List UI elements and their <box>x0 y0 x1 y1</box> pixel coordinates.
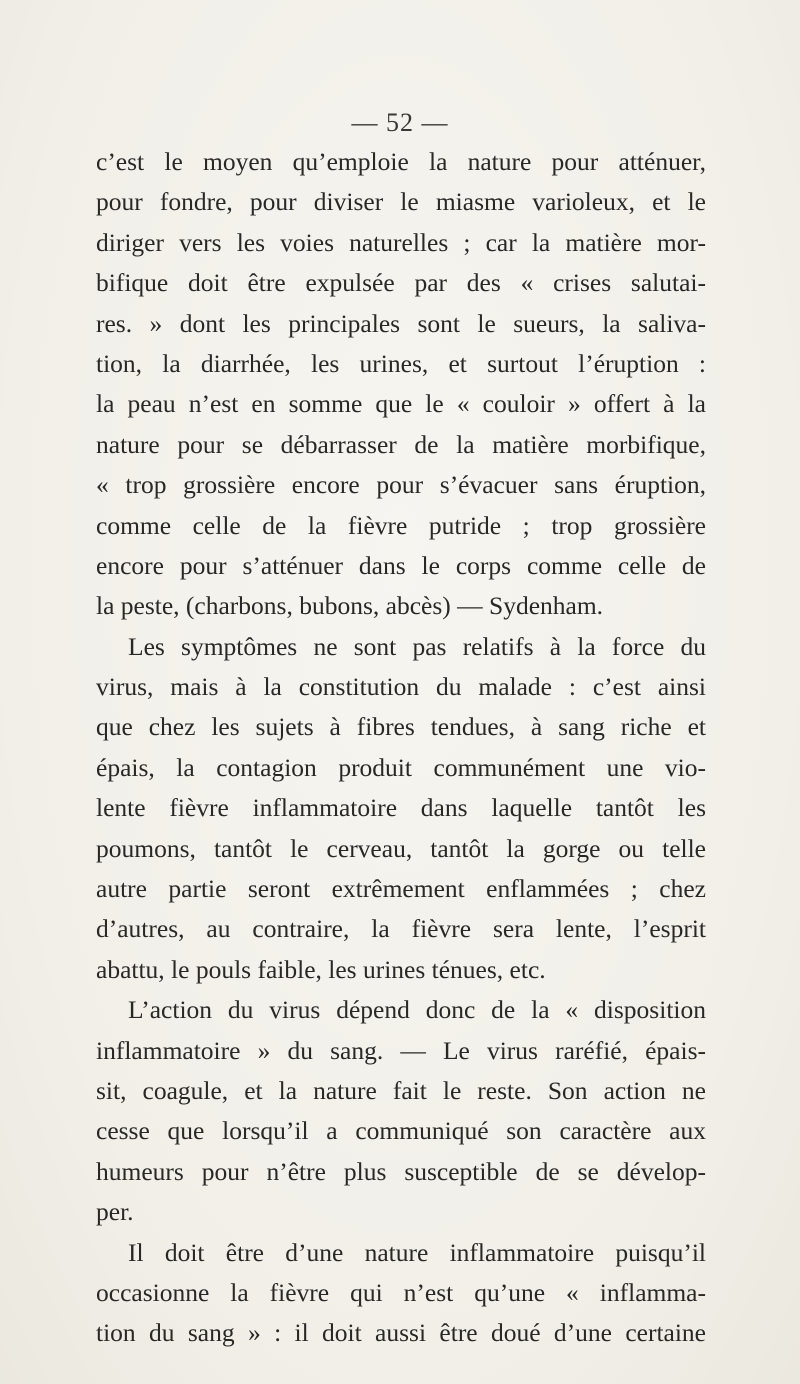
text-line: poumons, tantôt le cerveau, tantôt la gorge ou telle <box>96 833 706 863</box>
text-line: tion, la diarrhée, les urines, et surtout l’éruption : <box>96 348 706 378</box>
text-line: comme celle de la fièvre putride ; trop grossière <box>96 510 706 540</box>
text-line: épais, la contagion produit communément une vio- <box>96 752 706 782</box>
text-line: abattu, le pouls faible, les urines ténues, etc. <box>96 954 546 984</box>
text-line: nature pour se débarrasser de la matière morbifique, <box>96 429 706 459</box>
text-line: tion du sang » : il doit aussi être doué d’une certaine <box>96 1318 706 1348</box>
text-line: pour fondre, pour diviser le miasme varioleux, et le <box>96 187 706 217</box>
text-line: humeurs pour n’être plus susceptible de se dévelop- <box>96 1156 706 1186</box>
text-line: L’action du virus dépend donc de la « disposition <box>128 995 706 1025</box>
text-line: sit, coagule, et la nature fait le reste. Son action ne <box>96 1075 706 1105</box>
text-line: res. » dont les principales sont le sueurs, la saliva- <box>96 308 706 338</box>
page-number: — 52 — <box>351 108 449 137</box>
text-line: encore pour s’atténuer dans le corps comme celle de <box>96 550 706 580</box>
text-line: Les symptômes ne sont pas relatifs à la force du <box>128 631 706 661</box>
text-line: Il doit être d’une nature inflammatoire puisqu’il <box>128 1237 706 1267</box>
text-line: diriger vers les voies naturelles ; car la matière mor- <box>96 227 706 257</box>
text-line: la peau n’est en somme que le « couloir » offert à la <box>96 389 706 419</box>
text-line: autre partie seront extrêmement enflammées ; chez <box>96 874 706 904</box>
text-line: c’est le moyen qu’emploie la nature pour atténuer, <box>96 147 706 176</box>
text-line: « trop grossière encore pour s’évacuer sans éruption, <box>96 470 706 500</box>
text-line: bifique doit être expulsée par des « crises salutai- <box>96 268 706 298</box>
body-text <box>96 142 706 1354</box>
text-line: la peste, (charbons, bubons, abcès) — Sydenham. <box>96 591 604 621</box>
text-line: lente fièvre inflammatoire dans laquelle tantôt les <box>96 793 706 823</box>
text-line: que chez les sujets à fibres tendues, à sang riche et <box>96 712 706 742</box>
text-line: per. <box>96 1197 134 1227</box>
text-line: inflammatoire » du sang. — Le virus raréfié, épais- <box>96 1035 706 1065</box>
text-line: cesse que lorsqu’il a communiqué son caractère aux <box>96 1116 706 1146</box>
text-line: occasionne la fièvre qui n’est qu’une « inflamma- <box>96 1277 706 1307</box>
text-line: virus, mais à la constitution du malade : c’est ainsi <box>96 672 706 702</box>
text-line: d’autres, au contraire, la fièvre sera lente, l’esprit <box>96 914 706 944</box>
